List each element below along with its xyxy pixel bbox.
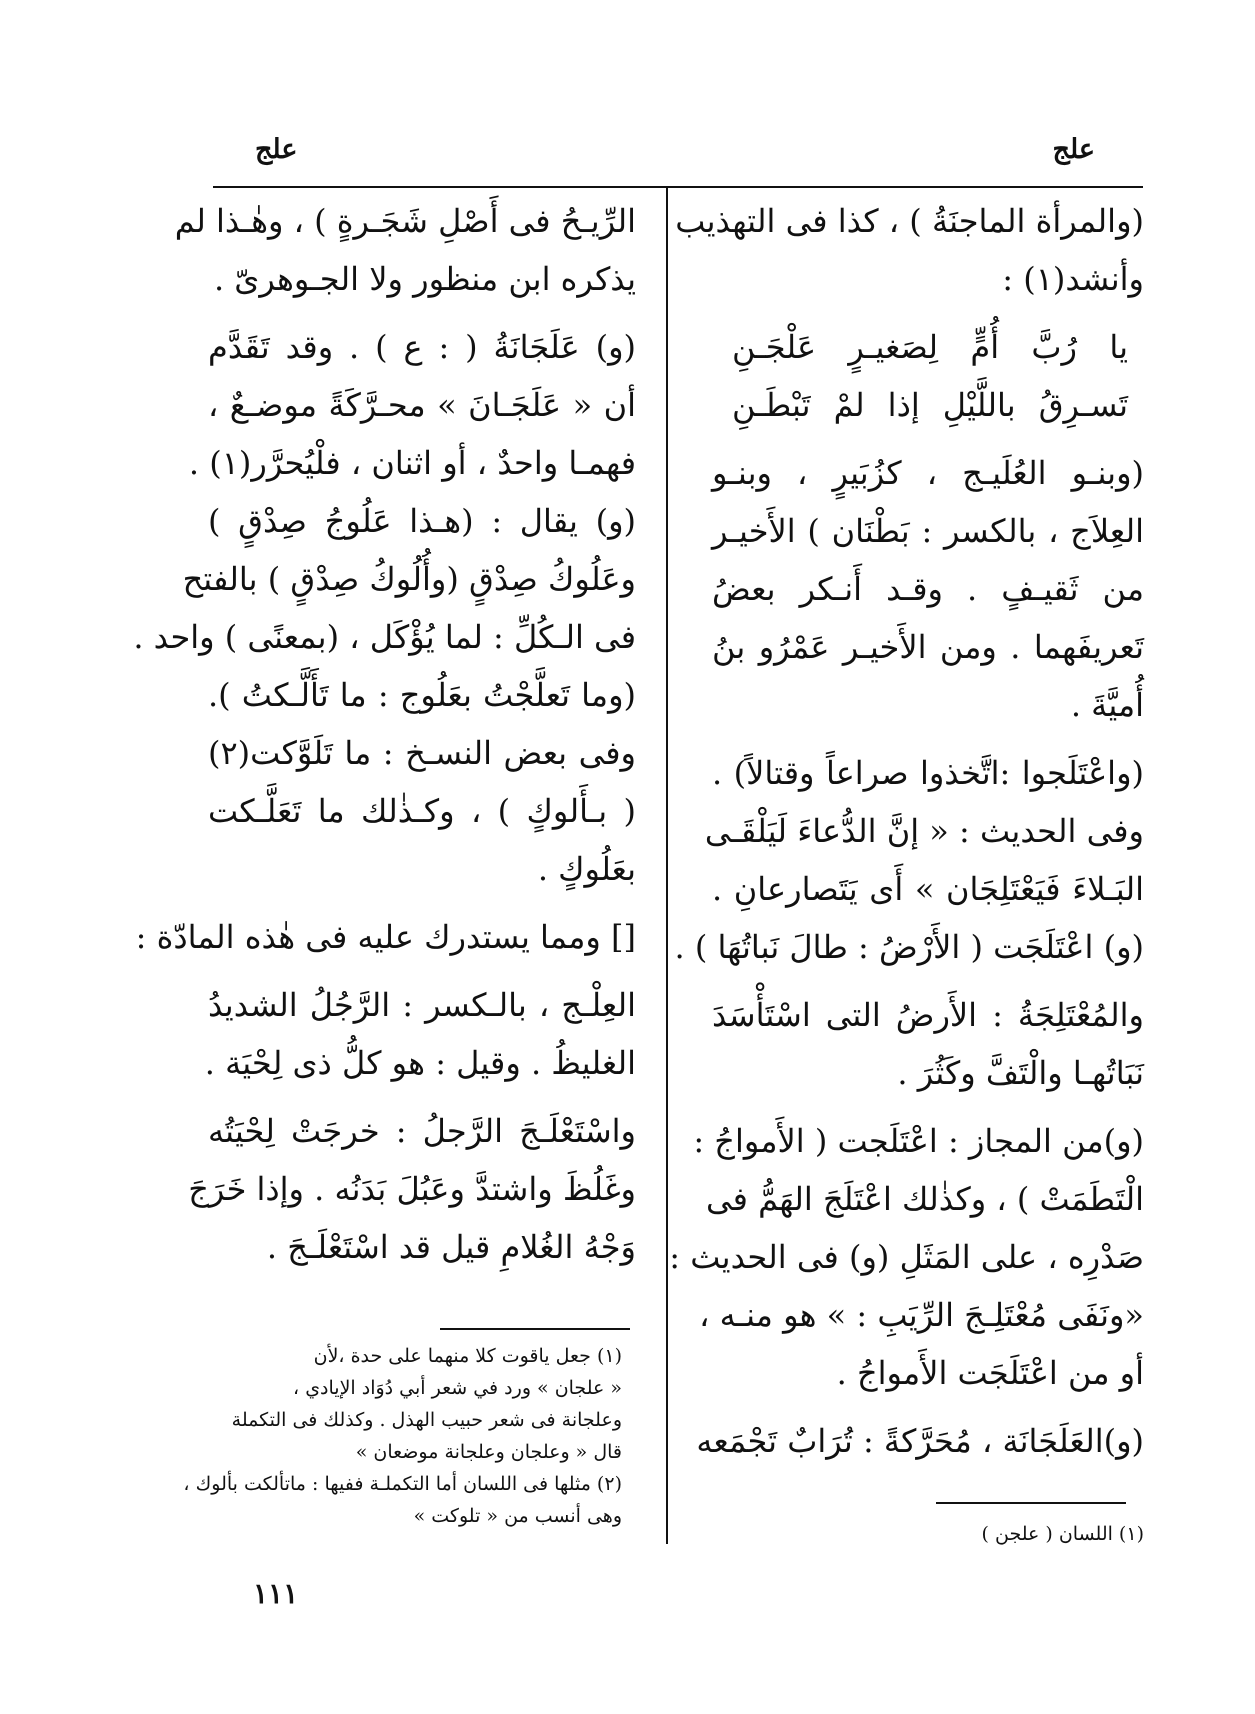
footnotes-left (183, 1340, 622, 1532)
text-line: صَدْرِه ، على المَثَلِ (و) فى الحديث : (669, 1238, 1144, 1276)
text-line: وأنشد(١) : (1002, 260, 1144, 298)
text-line: وعَلُوكُ صِدْقٍ (وأُلُوكُ صِدْقٍ ) بالفتح (182, 560, 636, 598)
footnote-line: وعلجانة فى شعر حبيب الهذل . وكذلك فى التكملة (231, 1409, 622, 1431)
text-line: (و) عَلَجَانَةُ ( : ع ) . وقد تَقَدَّم (208, 328, 636, 366)
text-line: يا رُبَّ أُمٍّ لِصَغيـرٍ عَلْجَـنِ (732, 328, 1128, 366)
left-column (133, 202, 636, 1289)
text-line: فى الـكُلِّ : لما يُؤْكَل ، (بمعنًى ) واحد . (133, 618, 636, 656)
text-line: (والمرأة الماجنَةُ ) ، كذا فى التهذيب (675, 202, 1144, 240)
page-number: ١١١ (253, 1577, 299, 1610)
footnote-line: (٢) مثلها فى اللسان أما التكملـة ففيها : ماتألكت بألوك ، (183, 1473, 622, 1495)
text-line: واسْتَعْلَـجَ الرَّجلُ : خرجَتْ لِحْيَتُه (208, 1112, 636, 1150)
footnote-line: (١) اللسان ( علجن ) (981, 1523, 1144, 1545)
footnote-rule-right (936, 1502, 1126, 1504)
text-line: وغَلُظَ واشتدَّ وعَبُلَ بَدَنُه . وإذا خَرَجَ (188, 1170, 636, 1208)
text-line: والمُعْتَلِجَةُ : الأَرضُ التى اسْتَأْسَدَ (712, 996, 1144, 1034)
text-line: أو من اعْتَلَجَت الأَمواجُ . (836, 1354, 1144, 1392)
text-line: (و)العَلَجَانَة ، مُحَرَّكةً : تُرَابٌ تَجْمَعه (696, 1422, 1144, 1460)
text-line: البَـلاءَ فَيَعْتَلِجَان » أَى يَتَصارعانِ . (712, 870, 1144, 908)
text-line: العِلْـج ، بالـكسر : الرَّجُلُ الشديدُ (208, 986, 636, 1024)
text-line: تَسـرِقُ باللَّيْلِ إذا لمْ تَبْطَـنِ (732, 386, 1128, 424)
text-line: أن « عَلَجَـانَ » محـرَّكَةً موضـعٌ ، (208, 386, 636, 424)
footnote-line: (١) جعل ياقوت كلا منهما على حدة ،لأن (313, 1345, 622, 1367)
text-line: نَبَاتُهـا والْتَفَّ وكَثُرَ . (897, 1054, 1144, 1092)
text-line: (واعْتَلَجوا :اتَّخذوا صراعاً وقتالاً) . (712, 754, 1144, 792)
text-line: تَعريفَهما . ومن الأَخيـر عَمْرُو بنُ (712, 628, 1144, 666)
text-line: بعَلُوكٍ . (537, 850, 636, 888)
footnote-line: وهى أنسب من « تلوكت » (413, 1505, 622, 1527)
text-line: (و) اعْتَلَجَت ( الأَرْضُ : طالَ نَباتُهَا ) . (674, 928, 1144, 966)
text-line: «ونَفَى مُعْتَلِـجَ الرِّيَبِ : » هو منـه ، (699, 1296, 1144, 1334)
header-rule (213, 186, 1143, 188)
text-line: الْتَطَمَتْ ) ، وكذٰلك اعْتَلَجَ الهَمُّ فى (705, 1180, 1144, 1218)
footnote-rule-left (440, 1328, 630, 1330)
right-column (669, 202, 1144, 1483)
text-line: وفى الحديث : « إنَّ الدُّعاءَ لَيَلْقَـى (704, 812, 1144, 850)
text-line: يذكره ابن منظور ولا الجـوهرىّ . (213, 260, 636, 298)
text-line: (وما تَعلَّجْتُ بعَلُوج : ما تَأَلَّـكتُ ). (208, 676, 636, 714)
text-line: الغليظُ . وقيل : هو كلُّ ذى لِحْيَة . (204, 1044, 636, 1082)
header-word-right: علج (1052, 134, 1095, 165)
text-line: وَجْهُ الغُلامِ قيل قد اسْتَعْلَـجَ . (266, 1228, 636, 1266)
text-line: من ثَقيـفٍ . وقـد أَنـكر بعضُ (712, 570, 1144, 608)
text-line: أُميَّةَ . (1070, 686, 1144, 724)
text-line: (و) يقال : (هـذا عَلُوجُ صِدْقٍ ) (208, 502, 636, 540)
footnotes-right (712, 1518, 1144, 1550)
text-line: ( بـأَلوكٍ ) ، وكـذٰلك ما تَعَلَّـكت (208, 792, 636, 830)
text-line: الرِّيـحُ فى أَصْلِ شَجَـرةٍ ) ، وهٰـذا لم (174, 202, 636, 240)
text-line: (وبنـو العُلَيـج ، كزُبَيرٍ ، وبنـو (712, 454, 1144, 492)
footnote-line: قال « وعلجان وعلجانة موضعان » (355, 1441, 622, 1463)
text-line: فهمـا واحدٌ ، أو اثنان ، فلْيُحرَّر(١) . (188, 444, 636, 482)
text-line: وفى بعض النسـخ : ما تَلَوَّكت(٢) (208, 734, 636, 772)
header-word-left: علج (255, 134, 298, 165)
text-line: العِلاَج ، بالكسر : بَطْنَان ) الأَخيـر (712, 512, 1144, 550)
text-line: (و)من المجاز : اعْتَلَجت ( الأَمواجُ : (693, 1122, 1144, 1160)
footnote-line: « علجان » ورد في شعر أبي دُوَاد الإيادي ، (293, 1377, 622, 1399)
text-line: [] ومما يستدرك عليه فى هٰذه المادّة : (135, 918, 636, 956)
column-divider (666, 186, 668, 1544)
